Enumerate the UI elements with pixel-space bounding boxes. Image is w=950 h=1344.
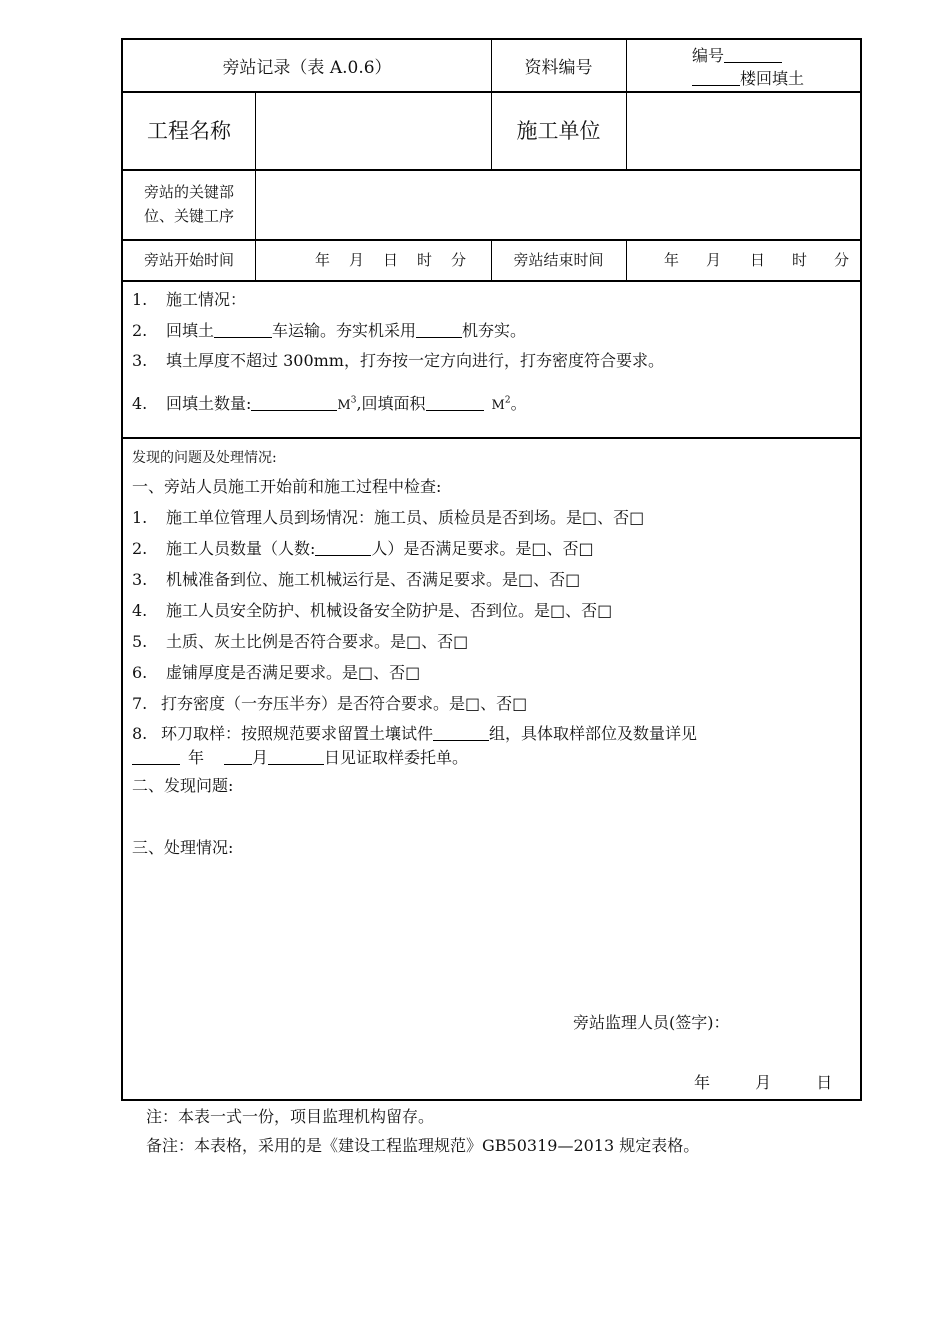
sample-count-blank[interactable] xyxy=(433,724,489,741)
transport-blank[interactable] xyxy=(214,321,272,338)
project-name-label: 工程名称 xyxy=(147,119,231,143)
signature-label: 旁站监理人员(签字)： xyxy=(573,1013,730,1032)
project-name-value[interactable] xyxy=(255,91,491,169)
check-item: 1. 施工单位管理人员到场情况：施工员、质检员是否到场。是□、否□ xyxy=(132,508,645,527)
check-item: 7. 打夯密度（一夯压半夯）是否符合要求。是□、否□ xyxy=(132,694,528,713)
footnote-2: 备注：本表格，采用的是《建设工程监理规范》GB50319—2013 规定表格。 xyxy=(146,1136,700,1155)
form-title-text: 旁站记录（表 A.0.6） xyxy=(222,58,392,78)
backfill-quantity-blank[interactable] xyxy=(251,394,337,411)
end-time-label: 旁站结束时间 xyxy=(513,251,604,269)
check-item: 3. 机械准备到位、施工机械运行是、否满足要求。是□、否□ xyxy=(132,570,581,589)
check-item: 8. 环刀取样：按照规范要求留置土壤试件 组，具体取样部位及数量详见 xyxy=(132,724,698,743)
backfill-area-blank[interactable] xyxy=(426,394,484,411)
signature-date[interactable]: 年 月 日 xyxy=(694,1073,833,1092)
number-label: 编号 xyxy=(692,46,725,65)
end-time-field[interactable]: 年 月 日 时 分 xyxy=(664,251,850,269)
footnote-1: 注：本表一式一份，项目监理机构留存。 xyxy=(146,1107,435,1126)
sample-year-blank[interactable] xyxy=(132,748,180,765)
material-number-label: 资料编号 xyxy=(524,58,593,78)
contractor-value[interactable] xyxy=(626,91,860,169)
issues-heading: 发现的问题及处理情况: xyxy=(132,450,277,466)
bystander-record-form xyxy=(121,38,862,1101)
construction-section xyxy=(123,280,860,437)
issues-section3: 三、处理情况: xyxy=(132,838,234,857)
contractor-label: 施工单位 xyxy=(516,119,601,143)
construction-item: 4. 回填土数量: $M^3$,回填面积 $M^2$。 xyxy=(132,394,527,413)
issues-section1: 一、旁站人员施工开始前和施工过程中检查: xyxy=(132,477,442,496)
issues-section xyxy=(123,437,860,1099)
construction-item: 2. 回填土 车运输。夯实机采用 机夯实。 xyxy=(132,321,527,340)
number-blank[interactable] xyxy=(724,46,782,63)
start-time-label: 旁站开始时间 xyxy=(143,251,234,269)
form-title xyxy=(123,40,491,91)
worker-count-blank[interactable] xyxy=(315,539,371,556)
check-item: 4. 施工人员安全防护、机械设备安全防护是、否到位。是□、否□ xyxy=(132,601,613,620)
key-part-label: 旁站的关键部 位、关键工序 xyxy=(143,183,234,225)
key-part-value[interactable] xyxy=(255,169,860,239)
check-item: 2. 施工人员数量（人数: 人）是否满足要求。是□、否□ xyxy=(132,539,594,558)
compactor-blank[interactable] xyxy=(416,321,462,338)
start-time-field[interactable]: 年 月 日 时 分 xyxy=(315,251,467,269)
building-number-blank[interactable] xyxy=(692,69,740,86)
number-cell xyxy=(626,40,860,91)
check-item: 5. 土质、灰土比例是否符合要求。是□、否□ xyxy=(132,632,469,651)
sample-day-blank[interactable] xyxy=(268,748,324,765)
construction-item: 3. 填土厚度不超过 300mm，打夯按一定方向进行，打夯密度符合要求。 xyxy=(132,351,664,370)
construction-item: 1. 施工情况： xyxy=(132,290,247,309)
check-item: 6. 虚铺厚度是否满足要求。是□、否□ xyxy=(132,663,421,682)
check-item-continued: 年 月 日见证取样委托单。 xyxy=(132,745,468,768)
building-suffix: 楼回填土 xyxy=(740,69,805,88)
sample-month-blank[interactable] xyxy=(224,748,252,765)
issues-section2: 二、发现问题: xyxy=(132,776,234,795)
